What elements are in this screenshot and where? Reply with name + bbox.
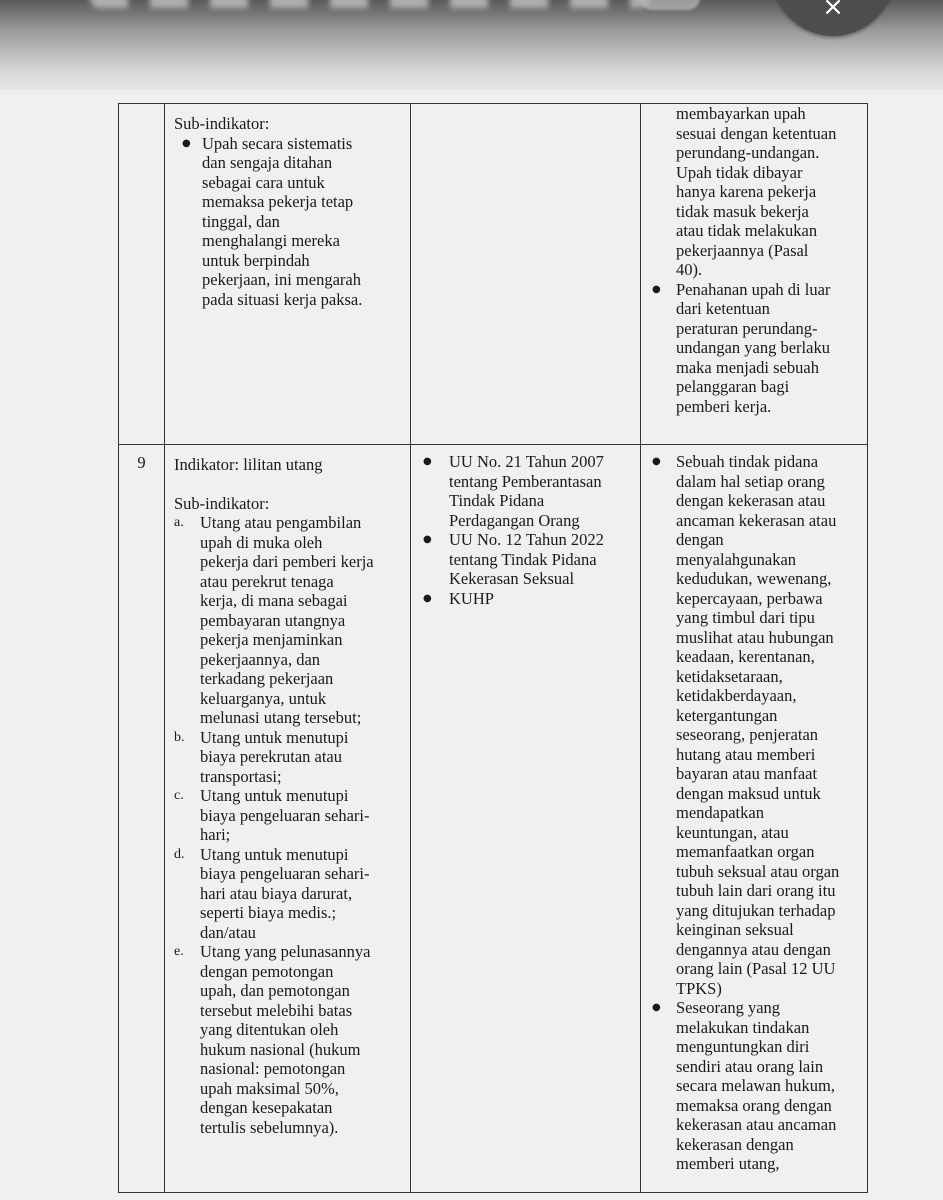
list-item-line: Tindak Pidana xyxy=(449,491,545,510)
list-item-line: dengan kesepakatan xyxy=(200,1098,333,1117)
list-item-line: Perdagangan Orang xyxy=(449,510,580,530)
indicator-title: Indikator: lilitan utang xyxy=(174,455,323,474)
list-item-line: terkadang pekerjaan xyxy=(200,669,334,688)
list-item xyxy=(649,280,861,417)
list-item-line: dengan maksud untuk xyxy=(676,783,821,803)
list-marker: b. xyxy=(174,729,185,745)
close-icon: × xyxy=(822,0,844,22)
list-item-line: keluarganya, untuk xyxy=(200,688,327,708)
indicator-cell xyxy=(165,104,411,445)
sub-indicator-label: Sub-indikator: xyxy=(174,493,270,513)
definition-line: 40). xyxy=(676,260,703,279)
list-item-line: orang lain (Pasal 12 UU xyxy=(676,959,836,978)
list-item-line: menyalahgunakan xyxy=(676,549,797,569)
sub-indicator-list xyxy=(174,134,402,310)
list-item-line: upah maksimal 50%, xyxy=(200,1078,339,1098)
list-item-line: menghalangi mereka xyxy=(202,231,340,250)
list-item xyxy=(649,998,861,1174)
list-item-line: dengan pemotongan xyxy=(200,961,334,981)
list-item-line: tubuh lain dari orang itu xyxy=(676,881,836,900)
list-item-line: melakukan tindakan xyxy=(676,1017,810,1037)
list-item-line: pekerja dari pemberi kerja xyxy=(200,552,374,571)
list-item-line: dan/atau xyxy=(200,922,256,942)
list-item-line: memaksa pekerja tetap xyxy=(202,192,354,211)
definition-line: membayarkan upah xyxy=(676,104,806,123)
list-item-line: TPKS) xyxy=(676,978,722,998)
list-item-line: tentang Pemberantasan xyxy=(449,471,602,491)
list-item-line: hari atau biaya darurat, xyxy=(200,883,353,903)
list-item-line: ketidakberdayaan, xyxy=(676,686,797,705)
list-item-line: peraturan perundang- xyxy=(676,318,818,338)
definition-cell xyxy=(641,104,868,445)
list-item-line: kekerasan dengan xyxy=(676,1134,794,1154)
list-item-line: ● UU No. 12 Tahun 2022 xyxy=(449,530,604,549)
indicator-cell xyxy=(165,445,411,1193)
list-item-line: keinginan seksual xyxy=(676,920,794,939)
list-item-line: biaya pengeluaran sehari- xyxy=(200,864,370,883)
list-item-line: dan sengaja ditahan xyxy=(202,153,333,172)
list-item-line: pekerja menjaminkan xyxy=(200,630,343,649)
list-item-line: pada situasi kerja paksa. xyxy=(202,289,363,309)
close-button[interactable] xyxy=(773,0,893,36)
definition-continuation xyxy=(649,104,861,280)
list-item-line: pembayaran utangnya xyxy=(200,610,346,630)
list-item-line: atau perekrut tenaga xyxy=(200,571,334,591)
list-item-line: secara melawan hukum, xyxy=(676,1076,835,1095)
list-item-line: dari ketentuan xyxy=(676,299,770,318)
list-item-line: Utang yang pelunasannya xyxy=(200,942,371,961)
blurred-title-text xyxy=(90,0,650,8)
list-item-line: tubuh seksual atau organ xyxy=(676,861,840,881)
list-item-line: ● KUHP xyxy=(449,588,494,608)
law-item xyxy=(419,452,634,530)
list-item-line: melunasi utang tersebut; xyxy=(200,708,362,727)
list-item-line: seperti biaya medis.; xyxy=(200,903,337,922)
definition-list xyxy=(649,280,861,417)
table-row xyxy=(119,445,868,1193)
list-marker: e. xyxy=(174,944,184,959)
list-item-line: ● Penahanan upah di luar xyxy=(676,279,831,299)
list-item-line: kedudukan, wewenang, xyxy=(676,569,832,588)
list-item xyxy=(174,728,402,787)
list-item-line: dengannya atau dengan xyxy=(676,939,831,959)
viewer-top-bar xyxy=(0,0,943,90)
law-item xyxy=(419,530,634,589)
list-item-line: Kekerasan Seksual xyxy=(449,569,575,588)
list-item-line: maka menjadi sebuah xyxy=(676,357,819,377)
list-item-line: hari; xyxy=(200,825,231,844)
list-item-line: tentang Tindak Pidana xyxy=(449,549,597,569)
list-item xyxy=(174,942,402,1137)
list-item-line: memaksa orang dengan xyxy=(676,1095,832,1115)
definition-line: perundang-undangan. xyxy=(676,143,820,162)
definition-list xyxy=(649,452,861,1174)
list-item-line: hukum nasional (hukum xyxy=(200,1039,361,1059)
list-item xyxy=(174,134,402,310)
list-item-line: kerja, di mana sebagai xyxy=(200,591,348,610)
list-item-line: kekerasan atau ancaman xyxy=(676,1115,837,1134)
list-item xyxy=(649,452,861,998)
list-item-line: tersebut melebihi batas xyxy=(200,1000,353,1020)
list-item-line: memanfaatkan organ xyxy=(676,842,815,861)
list-item-line: ● Upah secara sistematis xyxy=(202,133,353,153)
list-item-line: keuntungan, atau xyxy=(676,822,789,842)
list-marker: c. xyxy=(174,788,184,803)
list-item-line: pekerjaan, ini mengarah xyxy=(202,270,361,289)
list-item-line: biaya perekrutan atau xyxy=(200,747,343,766)
indicator-table xyxy=(118,103,868,1193)
list-item-line: sebagai cara untuk xyxy=(202,172,325,192)
list-item-line: Utang atau pengambilan xyxy=(200,513,362,532)
list-item-line: sendiri atau orang lain xyxy=(676,1056,824,1076)
list-item xyxy=(174,513,402,728)
list-item-line: mendapatkan xyxy=(676,803,764,822)
law-item xyxy=(419,589,634,609)
definition-line: Upah tidak dibayar xyxy=(676,162,803,182)
list-item-line: muslihat atau hubungan xyxy=(676,627,834,647)
row-number-cell xyxy=(119,445,165,1193)
definition-line: sesuai dengan ketentuan xyxy=(676,123,837,143)
list-item xyxy=(174,786,402,845)
list-marker: a. xyxy=(174,515,184,530)
list-item-line: tinggal, dan xyxy=(202,211,280,231)
list-item-line: pemberi kerja. xyxy=(676,396,772,416)
list-item-line: keadaan, kerentanan, xyxy=(676,647,815,666)
law-cell xyxy=(411,104,641,445)
list-item-line: yang ditentukan oleh xyxy=(200,1020,339,1039)
law-list xyxy=(419,452,634,608)
list-item-line: menguntungkan diri xyxy=(676,1037,810,1056)
list-item-line: Utang untuk menutupi xyxy=(200,727,349,747)
blurred-page-indicator xyxy=(640,0,700,10)
list-item-line: ● Sebuah tindak pidana xyxy=(676,452,819,471)
definition-cell xyxy=(641,445,868,1193)
law-cell xyxy=(411,445,641,1193)
list-item-line: hutang atau memberi xyxy=(676,744,816,764)
list-item-line: untuk berpindah xyxy=(202,250,310,270)
list-item-line: yang ditujukan terhadap xyxy=(676,900,836,920)
list-item-line: Utang untuk menutupi xyxy=(200,786,349,805)
list-item-line: yang timbul dari tipu xyxy=(676,608,815,627)
list-item-line: ketergantungan xyxy=(676,705,778,725)
list-item xyxy=(174,845,402,943)
list-item-line: ● UU No. 21 Tahun 2007 xyxy=(449,452,604,471)
list-marker: d. xyxy=(174,846,185,862)
definition-line: pekerjaannya (Pasal xyxy=(676,240,809,260)
definition-line: hanya karena pekerja xyxy=(676,182,817,201)
list-item-line: kepercayaan, perbawa xyxy=(676,588,823,608)
sub-indicator-list xyxy=(174,513,402,1137)
list-item-line: upah di muka oleh xyxy=(200,532,323,552)
table-row xyxy=(119,104,868,445)
list-item-line: ● Seseorang yang xyxy=(676,998,781,1017)
list-item-line: seseorang, penjeratan xyxy=(676,725,819,744)
list-item-line: upah, dan pemotongan xyxy=(200,981,350,1000)
definition-line: atau tidak melakukan xyxy=(676,221,818,240)
list-item-line: nasional: pemotongan xyxy=(200,1059,346,1078)
list-item-line: memberi utang, xyxy=(676,1154,780,1173)
list-item-line: dengan xyxy=(676,530,724,549)
list-item-line: ketidaksetaraan, xyxy=(676,666,783,686)
definition-line: tidak masuk bekerja xyxy=(676,201,809,221)
list-item-line: dalam hal setiap orang xyxy=(676,471,825,491)
list-item-line: bayaran atau manfaat xyxy=(676,764,818,783)
list-item-line: tertulis sebelumnya). xyxy=(200,1117,339,1137)
row-number: 9 xyxy=(137,453,146,472)
list-item-line: undangan yang berlaku xyxy=(676,338,830,357)
list-item-line: pelanggaran bagi xyxy=(676,377,790,396)
sub-indicator-label: Sub-indikator: xyxy=(174,114,270,133)
list-item-line: biaya pengeluaran sehari- xyxy=(200,805,370,825)
list-item-line: transportasi; xyxy=(200,766,282,786)
list-item-line: Utang untuk menutupi xyxy=(200,844,349,864)
list-item-line: pekerjaannya, dan xyxy=(200,649,321,669)
row-number-cell xyxy=(119,104,165,445)
list-item-line: dengan kekerasan atau xyxy=(676,491,826,510)
list-item-line: ancaman kekerasan atau xyxy=(676,510,837,530)
